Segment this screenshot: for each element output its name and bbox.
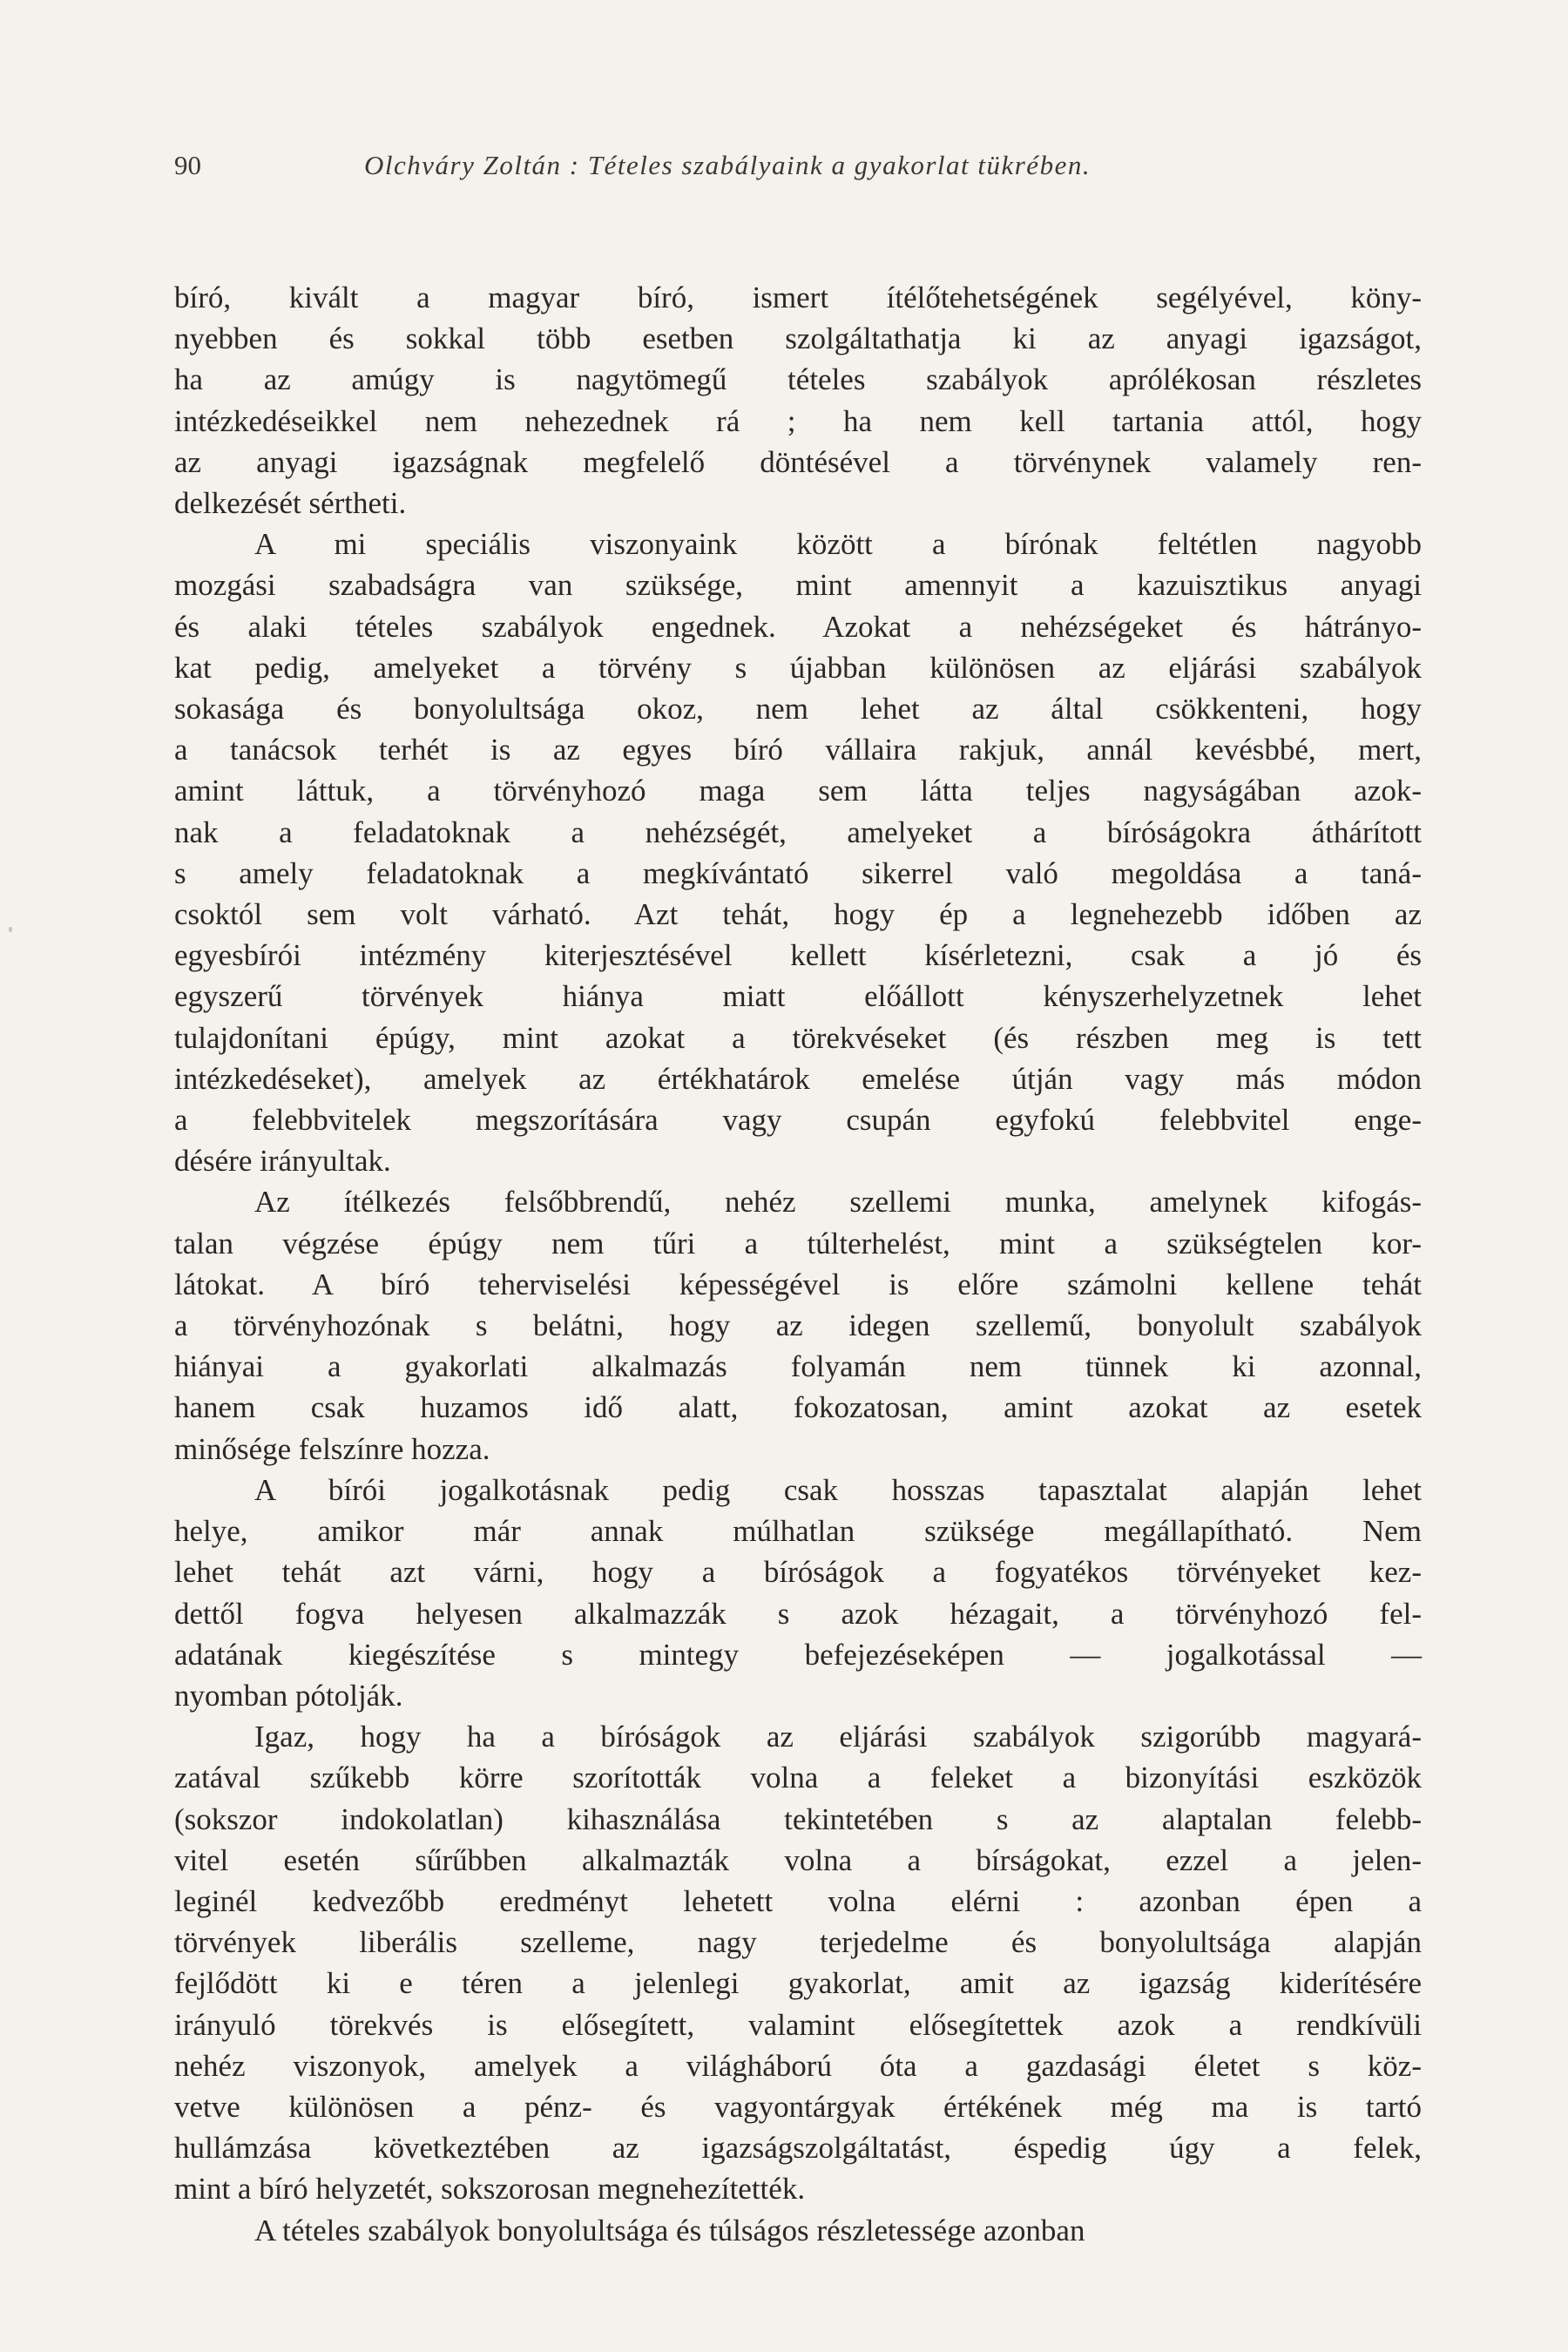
text-line: kat pedig, amelyeket a törvény s újabban különösen az eljárási szabályok [174, 650, 1422, 685]
text-line: adatának kiegészítése s mintegy befejezéseképen — jogalkotással — [174, 1637, 1422, 1672]
text-line: egyszerű törvények hiánya miatt előállott kényszerhelyzetnek lehet [174, 979, 1422, 1014]
text-line: tulajdonítani épúgy, mint azokat a törekvéseket (és részben meg is tett [174, 1020, 1422, 1055]
text-line: törvények liberális szelleme, nagy terjedelme és bonyolultsága alapján [174, 1925, 1422, 1960]
text-line: zatával szűkebb körre szorították volna a feleket a bizonyítási eszközök [174, 1761, 1422, 1795]
text-line: (sokszor indokolatlan) kihasználása tekintetében s az alaptalan felebb- [174, 1801, 1422, 1836]
text-line: leginél kedvezőbb eredményt lehetett volna elérni : azonban épen a [174, 1883, 1422, 1918]
text-line: és alaki tételes szabályok engednek. Azokat a nehézségeket és hátrányo- [174, 609, 1422, 644]
text-line: talan végzése épúgy nem tűri a túlterhelést, mint a szükségtelen kor- [174, 1226, 1422, 1260]
paragraph [174, 2210, 1422, 2251]
running-title: Olchváry Zoltán : Tételes szabályaink a gyakorlat tükrében. [364, 150, 1092, 180]
text-line: minősége felszínre hozza. [174, 1431, 490, 1466]
text-line: vitel esetén sűrűbben alkalmazták volna a bírságokat, ezzel a jelen- [174, 1842, 1422, 1877]
text-line: az anyagi igazságnak megfelelő döntésével a törvénynek valamely ren- [174, 444, 1422, 479]
text-line: irányuló törekvés is elősegített, valamint elősegítettek azok a rendkívüli [174, 2007, 1422, 2042]
text-line: dettől fogva helyesen alkalmazzák s azok hézagait, a törvényhozó fel- [174, 1596, 1422, 1631]
text-line: nehéz viszonyok, amelyek a világháború óta a gazdasági életet s köz- [174, 2048, 1422, 2083]
text-line: s amely feladatoknak a megkívántató sikerrel való megoldása a taná- [174, 855, 1422, 890]
text-line: fejlődött ki e téren a jelenlegi gyakorlat, amit az igazság kiderítésére [174, 1966, 1422, 2001]
text-line: nyebben és sokkal több esetben szolgáltathatja ki az anyagi igazságot, [174, 321, 1422, 356]
text-line: egyesbírói intézmény kiterjesztésével kellett kísérletezni, csak a jó és [174, 938, 1422, 973]
text-line: látokat. A bíró teherviselési képességével is előre számolni kellene tehát [174, 1267, 1422, 1301]
text-line: csoktól sem volt várható. Azt tehát, hogy ép a legnehezebb időben az [174, 897, 1422, 932]
paragraph [174, 1716, 1422, 2209]
text-line: bíró, kivált a magyar bíró, ismert ítélőtehetségének segélyével, köny- [174, 280, 1422, 314]
text-line: helye, amikor már annak múlhatlan szüksége megállapítható. Nem [174, 1514, 1422, 1549]
text-line: hiányai a gyakorlati alkalmazás folyamán nem tünnek ki azonnal, [174, 1349, 1422, 1384]
text-line: mozgási szabadságra van szüksége, mint amennyit a kazuisztikus anyagi [174, 568, 1422, 603]
text-line: intézkedéseikkel nem nehezednek rá ; ha nem kell tartania attól, hogy [174, 403, 1422, 438]
text-line: hullámzása következtében az igazságszolgáltatást, éspedig úgy a felek, [174, 2131, 1422, 2166]
text-line: Igaz, hogy ha a bíróságok az eljárási szabályok szigorúbb magyará- [254, 1720, 1422, 1754]
body-text [174, 277, 1422, 2251]
text-line: a tanácsok terhét is az egyes bíró vállaira rakjuk, annál kevésbbé, mert, [174, 733, 1422, 767]
running-head [174, 146, 1429, 185]
text-line: A bírói jogalkotásnak pedig csak hosszas tapasztalat alapján lehet [254, 1472, 1422, 1507]
text-line: hanem csak huzamos idő alatt, fokozatosan, amint azokat az esetek [174, 1390, 1422, 1425]
text-line: nak a feladatoknak a nehézségét, amelyeket a bíróságokra áthárított [174, 814, 1422, 849]
text-line: Az ítélkezés felsőbbrendű, nehéz szellemi munka, amelynek kifogás- [254, 1185, 1422, 1220]
text-line: intézkedéseket), amelyek az értékhatárok emelése útján vagy más módon [174, 1061, 1422, 1096]
paragraph [174, 277, 1422, 524]
text-line: ha az amúgy is nagytömegű tételes szabályok aprólékosan részletes [174, 362, 1422, 397]
text-line: vetve különösen a pénz- és vagyontárgyak értékének még ma is tartó [174, 2089, 1422, 2124]
text-line: lehet tehát azt várni, hogy a bíróságok a fogyatékos törvényeket kez- [174, 1555, 1422, 1590]
text-line: nyomban pótolják. [174, 1678, 403, 1713]
text-line: delkezését sértheti. [174, 486, 407, 521]
text-line: sokasága és bonyolultsága okoz, nem lehet az által csökkenteni, hogy [174, 692, 1422, 727]
text-line: A mi speciális viszonyaink között a bírónak feltétlen nagyobb [254, 527, 1422, 562]
text-line: a törvényhozónak s belátni, hogy az idegen szellemű, bonyolult szabályok [174, 1308, 1422, 1343]
paragraph [174, 1470, 1422, 1716]
page-number: 90 [174, 150, 201, 180]
margin-speck [9, 927, 12, 932]
text-line: a felebbvitelek megszorítására vagy csupán egyfokú felebbvitel enge- [174, 1103, 1422, 1138]
text-line: amint láttuk, a törvényhozó maga sem látta teljes nagyságában azok- [174, 774, 1422, 808]
paragraph [174, 1181, 1422, 1469]
paragraph [174, 524, 1422, 1181]
text-line: désére irányultak. [174, 1144, 391, 1179]
text-line: A tételes szabályok bonyolultsága és túlságos részletessége azonban [254, 2213, 1085, 2247]
text-line: mint a bíró helyzetét, sokszorosan megnehezítették. [174, 2172, 806, 2207]
